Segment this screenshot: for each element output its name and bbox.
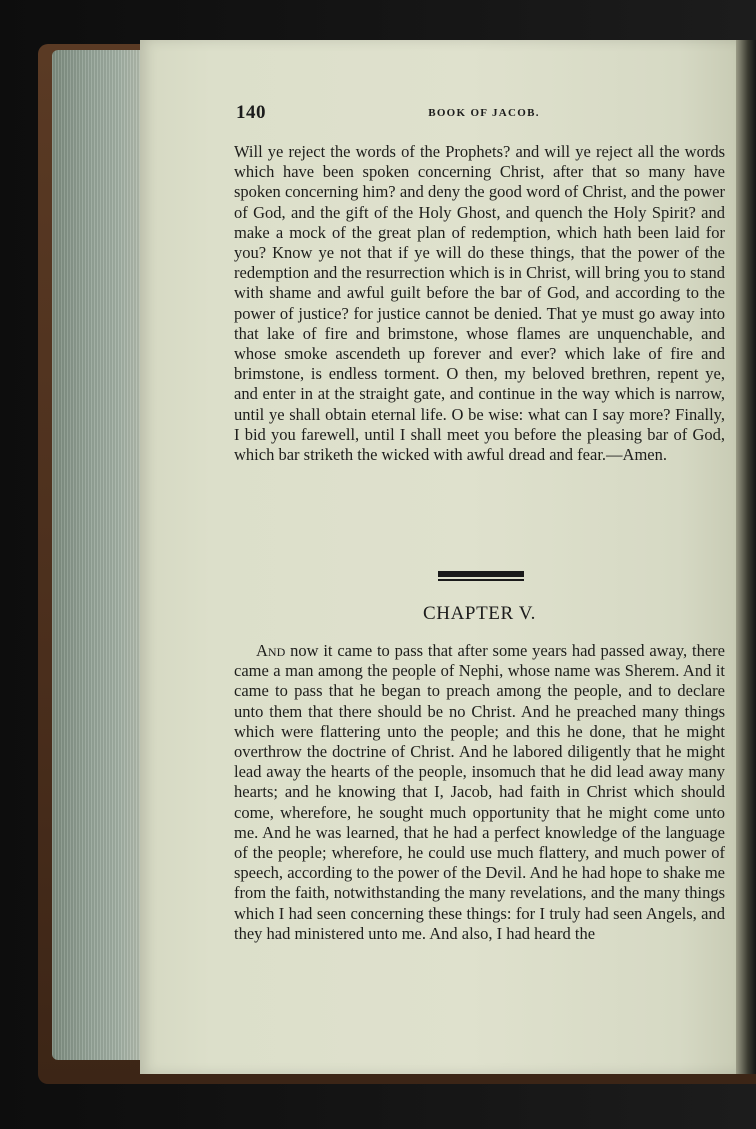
running-head: BOOK OF JACOB.	[428, 107, 540, 119]
chapter-ornament	[438, 571, 524, 583]
ornament-thick-rule	[438, 571, 524, 577]
paragraph-1: Will ye reject the words of the Prophets? and will ye reject all the words which have been spoken concerning Christ, after that so many have spoken concerning him? and deny the good word of Christ, and the power of God, and the gift of the Holy Ghost, and quench the Holy Spirit? and make a mock of the great plan of redemption, which hath been laid for you? Know ye not that if ye will do these things, that the power of the redemption and the resurrection which is in Christ, will bring you to stand with shame and awful guilt before the bar of God, and according to the power of justice? for justice cannot be denied. That ye must go away into that lake of fire and brimstone, whose flames are unquenchable, and whose smoke ascendeth up forever and ever? which lake of fire and brimstone, is endless torment. O then, my beloved brethren, repent ye, and enter in at the straight gate, and continue in the way which is narrow, until ye shall obtain eternal life. O be wise: what can I say more? Finally, I bid you farewell, until I shall meet you before the pleasing bar of God, which bar striketh the wicked with awful dread and fear.—Amen.	[234, 142, 725, 465]
ornament-thin-rule	[438, 579, 524, 581]
chapter-heading: CHAPTER V.	[423, 603, 536, 624]
page-header	[236, 102, 726, 126]
paragraph-2-body: now it came to pass that after some years had passed away, there came a man among the people of Nephi, whose name was Sherem. And it came to pass that he began to preach among the people, and to declare unto them that there should be no Christ. And he preached many things which were flattering unto the people; and this he done, that he might overthrow the doctrine of Christ. And he labored diligently that he might lead away the hearts of the people, insomuch that he did lead away many hearts; and he knowing that I, Jacob, had faith in Christ which should come, wherefore, he sought much opportunity that he might come unto me. And he was learned, that he had a perfect knowledge of the language of the people; wherefore, he could use much flattery, and much power of speech, according to the power of the Devil. And he had hope to shake me from the faith, notwithstanding the many revelations, and the many things which I had seen concerning these things: for I truly had seen Angels, and they had ministered unto me. And also, I had heard the	[234, 641, 725, 943]
paragraph-2-lead: And	[256, 641, 286, 660]
page-number: 140	[236, 102, 266, 123]
spine-shadow	[736, 40, 756, 1074]
paragraph-2	[234, 641, 725, 944]
page-edges	[52, 50, 148, 1060]
